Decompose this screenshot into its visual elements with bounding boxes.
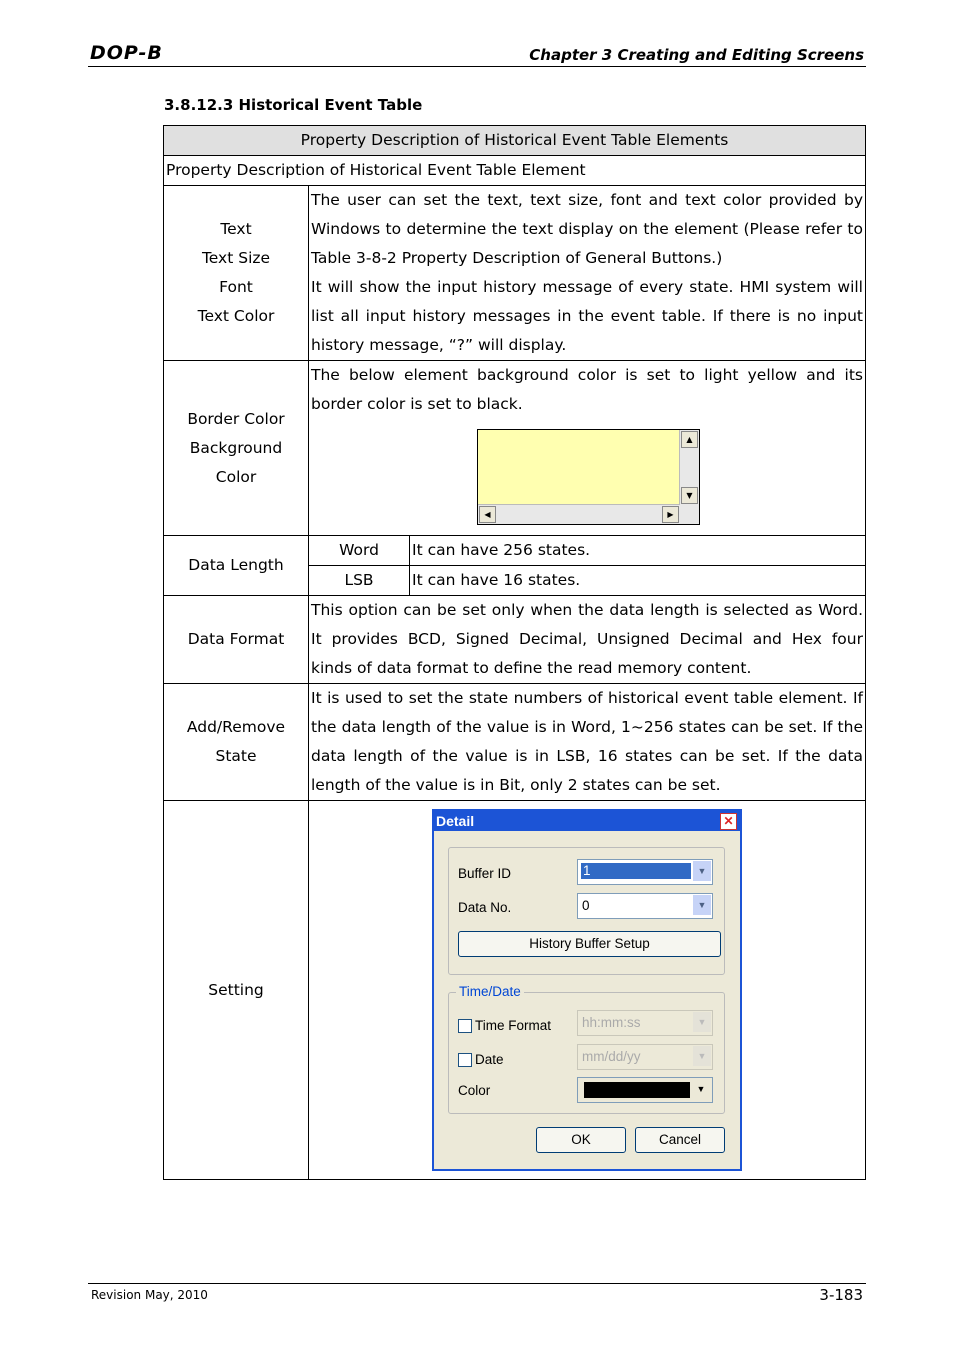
date-checkbox[interactable] [458,1053,472,1067]
table-row [164,186,866,361]
lsb-label: LSB [309,566,410,596]
table-row [164,536,866,566]
label-text-size: Text Size [201,249,271,267]
date-select[interactable] [577,1044,713,1070]
table-row [164,684,866,801]
history-buffer-setup-button[interactable]: History Buffer Setup [458,931,721,957]
label-data-format: Data Format [164,596,309,684]
detail-dialog [432,809,742,1171]
sample-listbox [477,429,700,525]
data-format-desc: This option can be set only when the data length is selected as Word. It provides BCD, Signed Decimal, Unsigned Decimal and Hex four kinds of data format to define the read memory content. [309,596,866,684]
property-table [163,125,866,1180]
chevron-down-icon[interactable]: ▼ [693,895,711,915]
date-label: Date [475,1052,504,1067]
color-label: Color [458,1083,491,1098]
data-no-value: 0 [582,898,590,913]
buffer-id-label: Buffer ID [458,866,512,881]
time-format-value: hh:mm:ss [582,1015,641,1030]
time-format-label: Time Format [475,1018,552,1033]
time-format-select[interactable] [577,1010,713,1036]
page-number: 3-183 [819,1286,863,1304]
label-setting: Setting [164,801,309,1180]
scroll-down-icon[interactable]: ▼ [681,487,698,504]
chapter-heading: Chapter 3 Creating and Editing Screens [529,46,864,64]
cancel-button[interactable]: Cancel [635,1127,725,1153]
text-desc-1: The user can set the text, text size, font and text color provided by Windows to determine the text display on the element (Please refer to Table 3-8-2 Property Description of General Buttons.) [311,191,863,267]
time-format-checkbox[interactable] [458,1019,472,1033]
buffer-id-value: 1 [581,863,691,879]
horizontal-scrollbar[interactable] [478,504,680,524]
chevron-down-icon[interactable]: ▼ [693,1046,711,1066]
color-picker[interactable] [577,1077,713,1103]
chevron-down-icon[interactable]: ▼ [693,1012,711,1032]
label-text: Text [220,220,252,238]
scroll-left-icon[interactable]: ◀ [479,506,496,523]
timedate-group-label: Time/Date [456,984,524,999]
data-no-select[interactable] [577,893,713,919]
color-swatch [584,1082,690,1098]
table-row [164,361,866,536]
text-desc-2: It will show the input history message of every state. HMI system will list all input history messages in the event table. If there is no input history message, “?” will display. [311,278,863,354]
table-row [164,801,866,1180]
add-remove-desc: It is used to set the state numbers of historical event table element. If the data length of the value is in Word, 1~256 states can be set. If the data length of the value is in LSB, 16 states can be set. If the data length of the value is in Bit, only 2 states can be set. [309,684,866,801]
brand-logo: DOP-B [90,42,163,64]
table-caption: Property Description of Historical Event Table Elements [164,126,866,156]
buffer-id-select[interactable] [577,859,713,885]
label-color: Color [215,467,257,486]
close-icon[interactable]: ✕ [720,813,737,830]
label-border-color: Border Color [187,409,285,428]
data-no-label: Data No. [458,900,512,915]
revision-text: Revision May, 2010 [91,1288,208,1302]
border-desc: The below element background color is set to light yellow and its border color is set to black. [311,366,863,413]
header-rule [88,66,866,67]
chevron-down-icon[interactable]: ▼ [693,861,711,881]
ok-button[interactable]: OK [536,1127,626,1153]
scroll-up-icon[interactable]: ▲ [681,431,698,448]
label-font: Font [219,278,253,296]
label-text-color: Text Color [197,307,275,325]
table-row [164,596,866,684]
footer-rule [88,1283,866,1284]
dialog-title: Detail [434,811,740,831]
table-subcaption: Property Description of Historical Event Table Element [164,156,866,186]
chevron-down-icon[interactable]: ▼ [696,1084,706,1094]
label-background: Background [189,438,283,457]
lsb-desc: It can have 16 states. [410,566,866,596]
label-state: State [215,747,257,765]
label-data-length: Data Length [164,536,309,596]
scroll-right-icon[interactable]: ▶ [662,506,679,523]
vertical-scrollbar[interactable] [679,430,699,505]
section-title: 3.8.12.3 Historical Event Table [164,96,423,114]
word-desc: It can have 256 states. [410,536,866,566]
date-value: mm/dd/yy [582,1049,641,1064]
label-add-remove: Add/Remove [186,718,286,736]
word-label: Word [309,536,410,566]
